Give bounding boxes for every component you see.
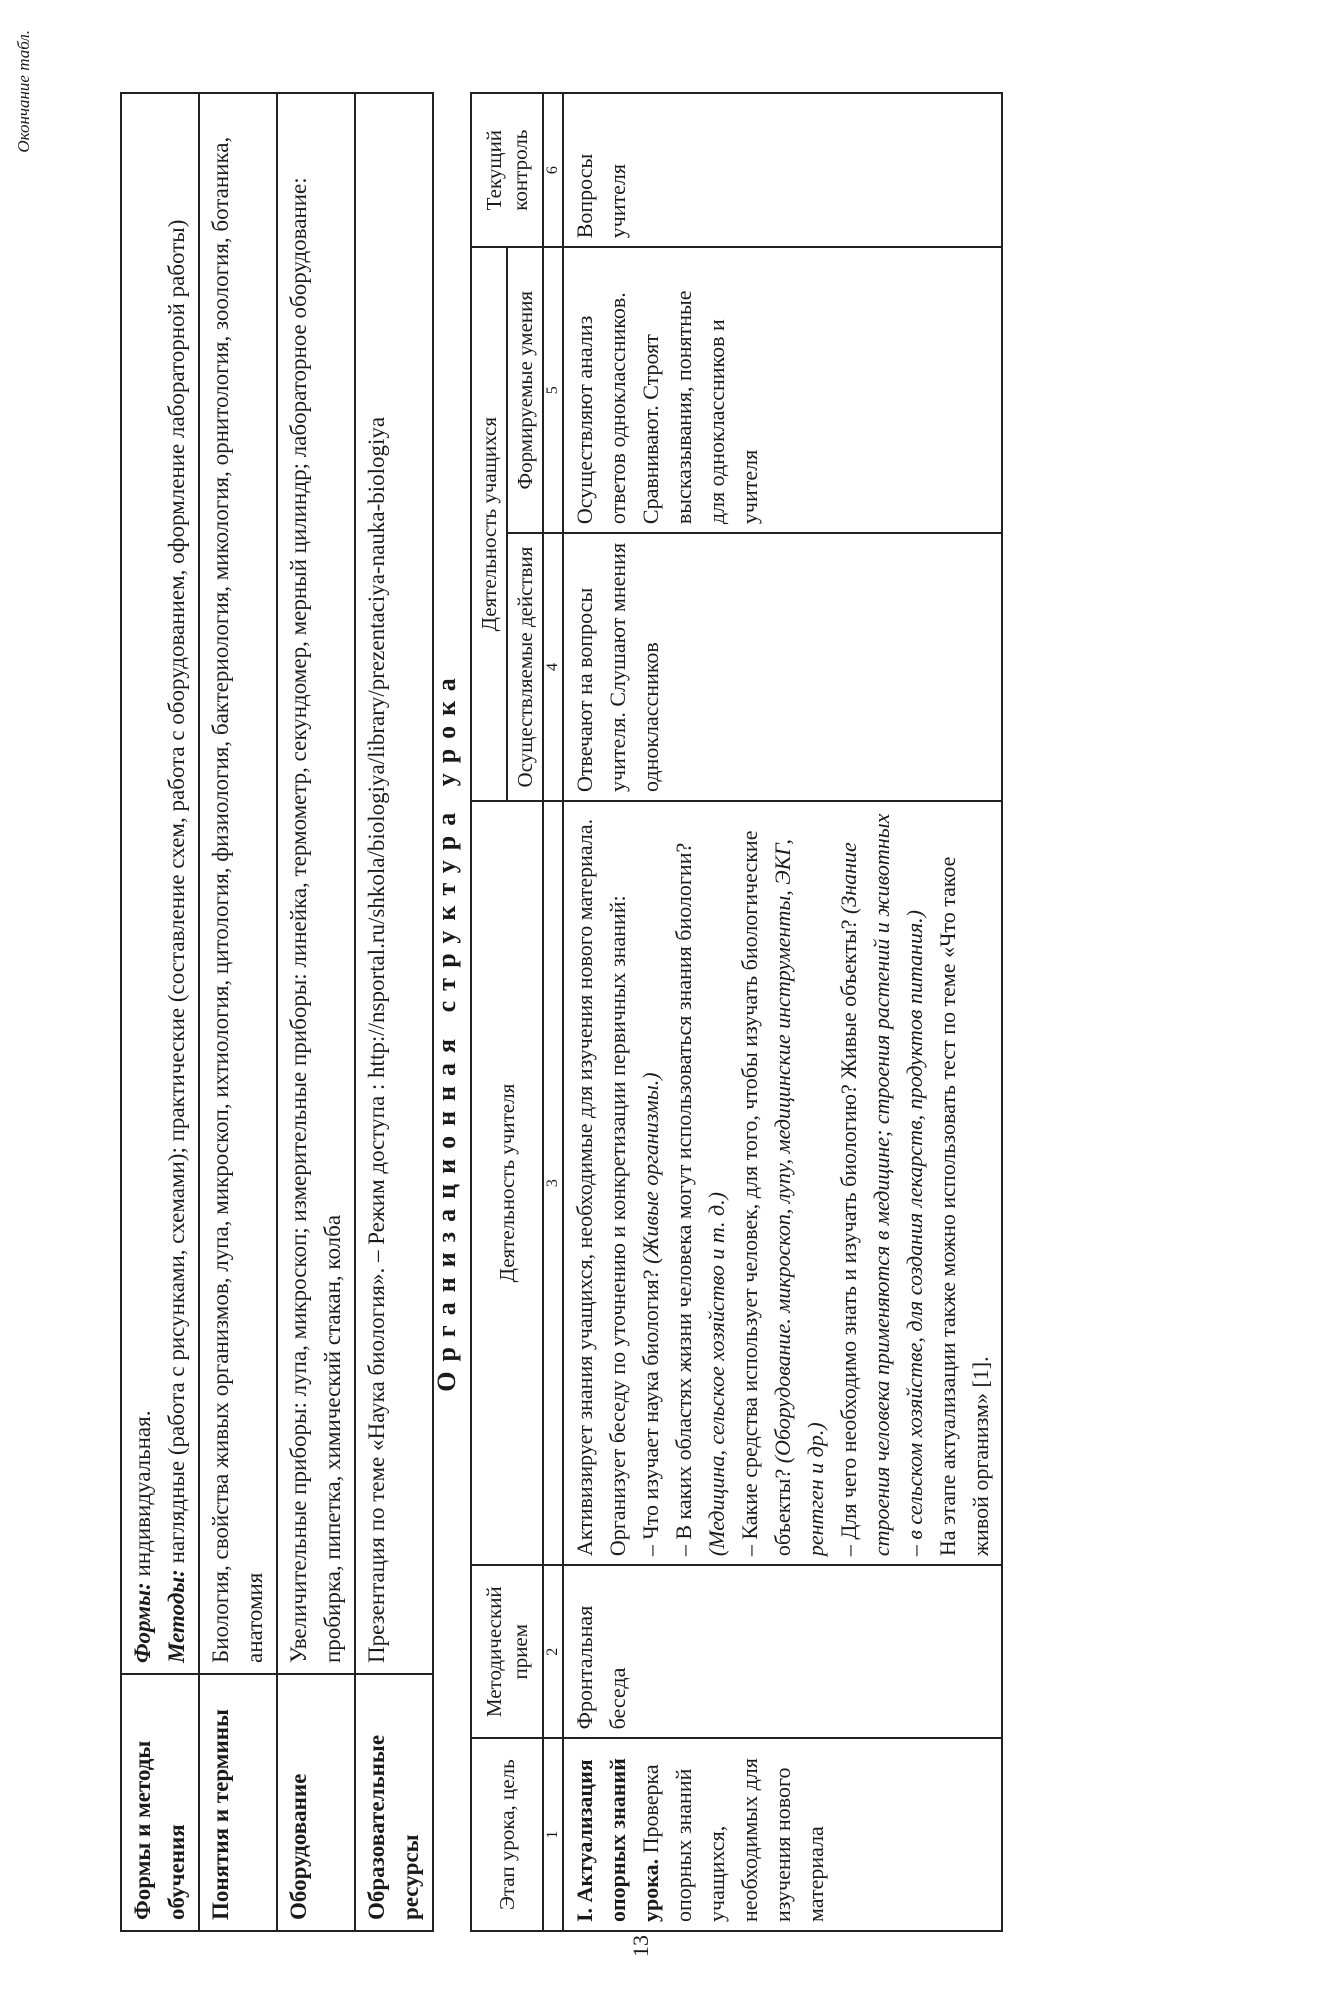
table-row [563,93,1002,1931]
question-1: – Что изучает наука биология? [638,1263,663,1557]
stage-title: I. Актуализация опорных знаний урока. [572,1758,663,1922]
row-value: Презентация по теме «Наука биология». – Режим доступа : http://nsportal.ru/shkola/biologiya/library/prezentaciya-nauka-biologiya [355,93,433,1674]
section-title: Организационная структура урока [432,668,461,1392]
header-students: Деятельность учащихся [471,247,507,801]
control-cell: Вопросы учителя [563,93,1002,247]
lesson-info-table [120,92,434,1932]
answer-2: (Медицина, сельское хозяйство и т. д.) [704,1192,729,1557]
column-number-row [543,93,563,1931]
column-number: 1 [543,1738,563,1931]
table-row [121,93,199,1931]
row-value: Биология, свойства живых организмов, лупа, микроскоп, ихтиология, цитология, физиология, бактериология, микология, орнитология, зоология, ботаника, анатомия [199,93,277,1674]
row-label: Понятия и термины [199,1674,277,1931]
teacher-cell [563,801,1002,1565]
row-value: Увеличительные приборы: лупа, микроскоп; измерительные приборы: линейка, термометр, секундомер, мерный цилиндр; лабораторное оборудование: пробирка, пипетка, химический стакан, колба [277,93,355,1674]
question-4: – Для чего необходимо знать и изучать биологию? Живые объекты? [836,914,861,1557]
answer-3: (Оборудование. микроскоп, лупу, медицинские инструменты, ЭКГ, рентген и др.) [770,839,828,1557]
row-label: Оборудование [277,1674,355,1931]
forms-label: Формы: [130,1582,155,1663]
column-number: 3 [543,801,563,1565]
row-label: Формы и методы обучения [121,1674,199,1931]
column-number: 5 [543,247,563,533]
stage-goal: Проверка опорных знаний учащихся, необходимых для изучения нового материала [638,1758,828,1922]
column-number: 6 [543,93,563,247]
column-number: 4 [543,533,563,801]
skills-cell: Осуществляют анализ ответов одноклассников. Сравнивают. Строят высказывания, понятные для одноклассников и учителя [563,247,1002,533]
question-2: – В каких областях жизни человека могут использоваться знания биологии? [671,842,696,1557]
answer-1: (Живые организмы.) [638,1072,663,1264]
header-row [471,93,507,1931]
table-row [199,93,277,1931]
method-cell: Фронтальная беседа [563,1565,1002,1738]
forms-value: индивидуальная. [130,1410,155,1583]
row-label: Образовательные ресурсы [355,1674,433,1931]
lesson-structure-table [470,92,1003,1932]
table-row [355,93,433,1931]
stage-cell [563,1738,1002,1931]
column-number: 2 [543,1565,563,1738]
header-stage: Этап урока, цель [471,1738,543,1931]
teacher-intro: Активизирует знания учащихся, необходимые для изучения нового материала. Организует беседу по уточнению и конкретизации первичных знаний: [572,818,630,1557]
header-teacher: Деятельность учителя [471,801,543,1565]
table-row [277,93,355,1931]
header-method: Методический прием [471,1565,543,1738]
page-number: 13 [628,1935,653,1957]
table-continuation-note: Окончание табл. [14,30,33,153]
answer-4: (Знание строения человека применяются в медицине; строения растений и животных – в сельском хозяйстве, для создания лекарств, продуктов питания.) [836,813,927,1557]
header-skills: Формируемые умения [507,247,543,533]
actions-cell: Отвечают на вопросы учителя. Слушают мнения одноклассников [563,533,1002,801]
teacher-outro: На этапе актуализации также можно использовать тест по теме «Что такое живой организм» [1]. [935,856,993,1557]
methods-value: наглядные (работа с рисунками, схемами); практические (составление схем, работа с оборудованием, оформление лабораторной работы) [164,219,189,1570]
header-actions: Осуществляемые действия [507,533,543,801]
header-control: Текущий контроль [471,93,543,247]
methods-label: Методы: [164,1569,189,1663]
question-3: – Какие средства использует человек, для того, чтобы изучать биологические объекты? [737,830,795,1557]
row-value [121,93,199,1674]
